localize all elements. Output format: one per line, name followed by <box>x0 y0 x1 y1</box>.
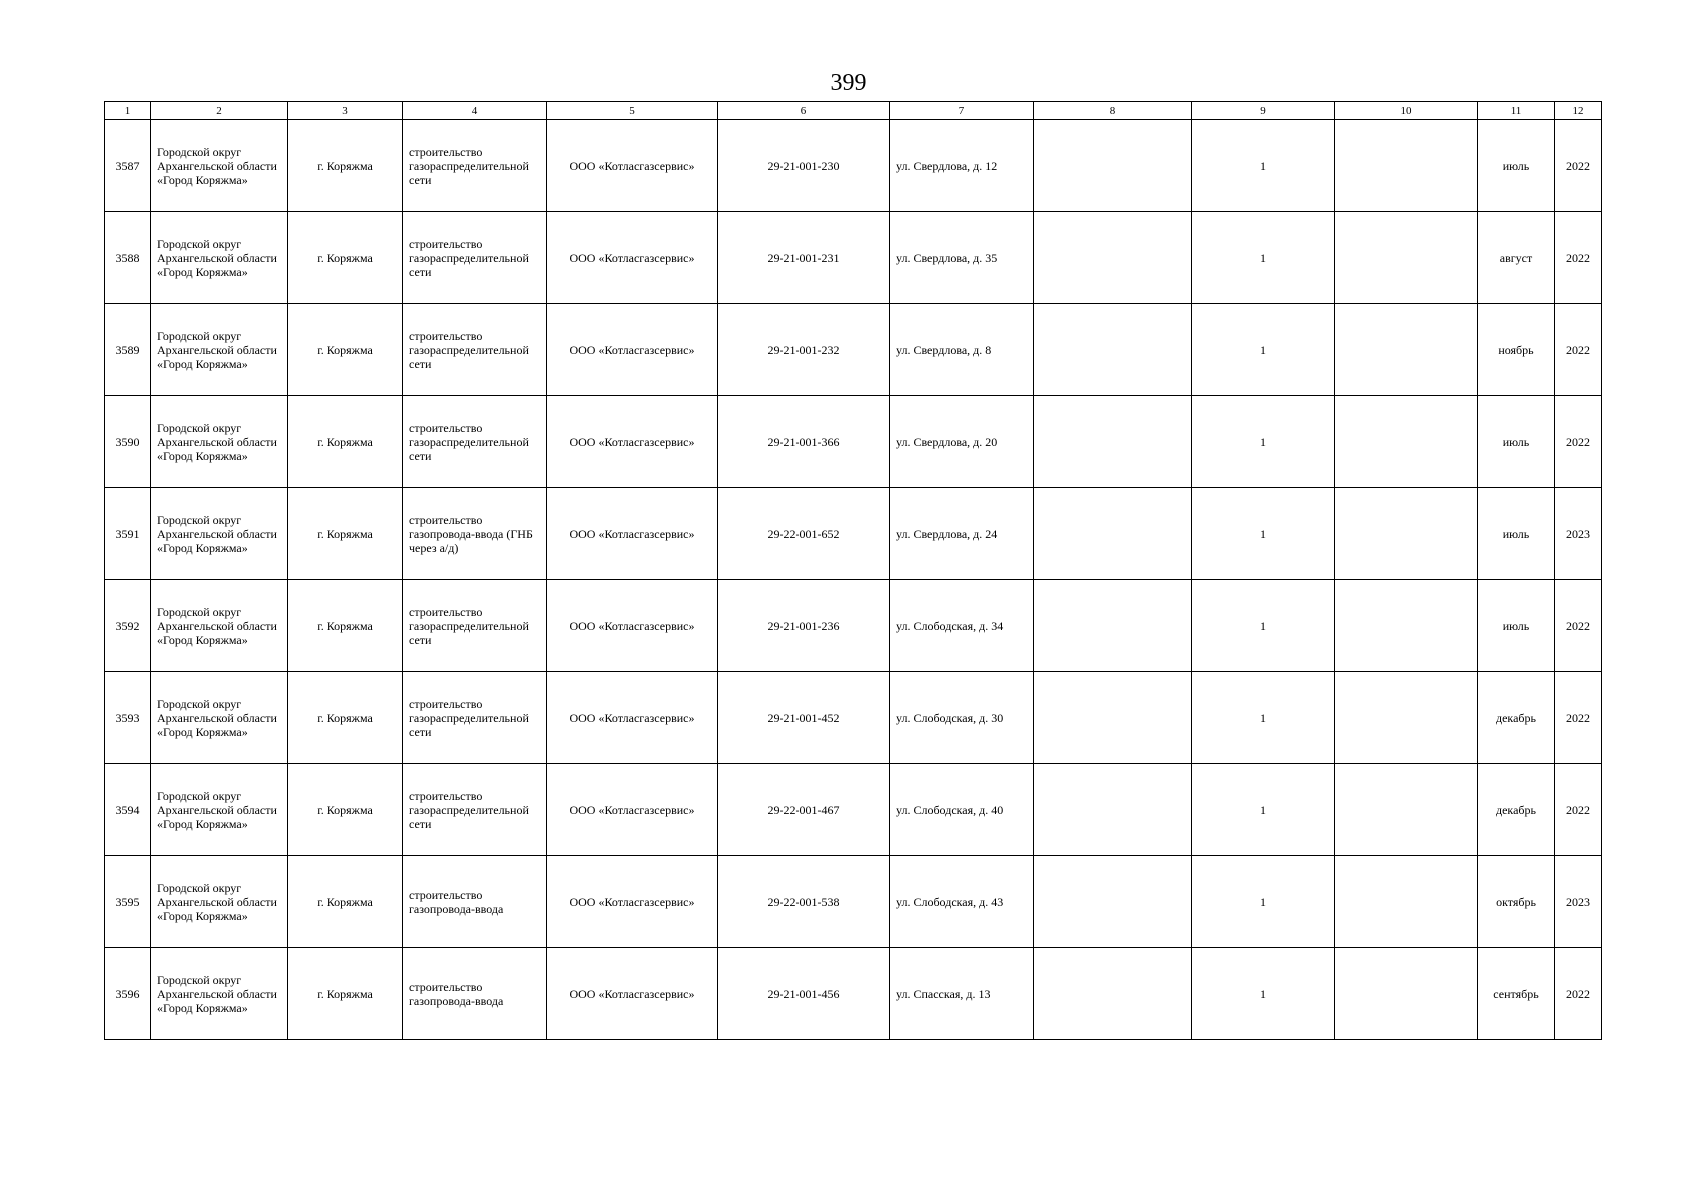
town-cell: г. Коряжма <box>288 396 403 488</box>
column-header: 12 <box>1555 102 1602 120</box>
month-cell: август <box>1478 212 1555 304</box>
address-cell: ул. Слободская, д. 30 <box>890 672 1034 764</box>
organization-cell: ООО «Котласгазсервис» <box>547 396 718 488</box>
organization-cell: ООО «Котласгазсервис» <box>547 856 718 948</box>
quantity-cell: 1 <box>1192 212 1335 304</box>
code-cell: 29-21-001-236 <box>718 580 890 672</box>
table-row <box>105 212 1602 304</box>
row-number: 3593 <box>105 672 151 764</box>
table-row <box>105 948 1602 1040</box>
month-cell: декабрь <box>1478 672 1555 764</box>
column-8-cell <box>1034 488 1192 580</box>
table-row <box>105 304 1602 396</box>
address-cell: ул. Слободская, д. 43 <box>890 856 1034 948</box>
column-10-cell <box>1335 212 1478 304</box>
table-row <box>105 580 1602 672</box>
district-cell: Городской округ Архангельской области «Город Коряжма» <box>151 304 288 396</box>
address-cell: ул. Свердлова, д. 24 <box>890 488 1034 580</box>
code-cell: 29-21-001-232 <box>718 304 890 396</box>
column-header: 3 <box>288 102 403 120</box>
address-cell: ул. Свердлова, д. 20 <box>890 396 1034 488</box>
code-cell: 29-21-001-231 <box>718 212 890 304</box>
year-cell: 2023 <box>1555 488 1602 580</box>
year-cell: 2023 <box>1555 856 1602 948</box>
organization-cell: ООО «Котласгазсервис» <box>547 580 718 672</box>
column-header: 9 <box>1192 102 1335 120</box>
code-cell: 29-22-001-652 <box>718 488 890 580</box>
district-cell: Городской округ Архангельской области «Город Коряжма» <box>151 948 288 1040</box>
code-cell: 29-22-001-538 <box>718 856 890 948</box>
month-cell: июль <box>1478 580 1555 672</box>
column-10-cell <box>1335 304 1478 396</box>
column-number-row <box>105 102 1602 120</box>
quantity-cell: 1 <box>1192 304 1335 396</box>
year-cell: 2022 <box>1555 396 1602 488</box>
work-type-cell: строительство газораспределительной сети <box>403 120 547 212</box>
row-number: 3589 <box>105 304 151 396</box>
table-row <box>105 856 1602 948</box>
quantity-cell: 1 <box>1192 580 1335 672</box>
column-8-cell <box>1034 764 1192 856</box>
district-cell: Городской округ Архангельской области «Город Коряжма» <box>151 856 288 948</box>
quantity-cell: 1 <box>1192 948 1335 1040</box>
row-number: 3590 <box>105 396 151 488</box>
address-cell: ул. Свердлова, д. 35 <box>890 212 1034 304</box>
year-cell: 2022 <box>1555 764 1602 856</box>
district-cell: Городской округ Архангельской области «Город Коряжма» <box>151 396 288 488</box>
table-header <box>105 102 1602 120</box>
row-number: 3587 <box>105 120 151 212</box>
column-header: 10 <box>1335 102 1478 120</box>
column-header: 7 <box>890 102 1034 120</box>
column-header: 11 <box>1478 102 1555 120</box>
page-number: 399 <box>830 70 867 96</box>
address-cell: ул. Слободская, д. 40 <box>890 764 1034 856</box>
town-cell: г. Коряжма <box>288 120 403 212</box>
year-cell: 2022 <box>1555 120 1602 212</box>
year-cell: 2022 <box>1555 212 1602 304</box>
quantity-cell: 1 <box>1192 764 1335 856</box>
month-cell: июль <box>1478 488 1555 580</box>
column-8-cell <box>1034 396 1192 488</box>
row-number: 3596 <box>105 948 151 1040</box>
work-type-cell: строительство газораспределительной сети <box>403 672 547 764</box>
column-10-cell <box>1335 856 1478 948</box>
table-row <box>105 764 1602 856</box>
town-cell: г. Коряжма <box>288 948 403 1040</box>
column-10-cell <box>1335 580 1478 672</box>
column-10-cell <box>1335 120 1478 212</box>
column-header: 2 <box>151 102 288 120</box>
town-cell: г. Коряжма <box>288 488 403 580</box>
work-type-cell: строительство газопровода-ввода (ГНБ через а/д) <box>403 488 547 580</box>
town-cell: г. Коряжма <box>288 212 403 304</box>
code-cell: 29-21-001-366 <box>718 396 890 488</box>
month-cell: ноябрь <box>1478 304 1555 396</box>
registry-table <box>104 101 1602 1040</box>
district-cell: Городской округ Архангельской области «Город Коряжма» <box>151 764 288 856</box>
quantity-cell: 1 <box>1192 856 1335 948</box>
address-cell: ул. Свердлова, д. 12 <box>890 120 1034 212</box>
column-8-cell <box>1034 580 1192 672</box>
row-number: 3592 <box>105 580 151 672</box>
month-cell: октябрь <box>1478 856 1555 948</box>
code-cell: 29-21-001-230 <box>718 120 890 212</box>
column-header: 6 <box>718 102 890 120</box>
organization-cell: ООО «Котласгазсервис» <box>547 212 718 304</box>
row-number: 3588 <box>105 212 151 304</box>
district-cell: Городской округ Архангельской области «Город Коряжма» <box>151 580 288 672</box>
column-10-cell <box>1335 672 1478 764</box>
town-cell: г. Коряжма <box>288 764 403 856</box>
district-cell: Городской округ Архангельской области «Город Коряжма» <box>151 488 288 580</box>
month-cell: июль <box>1478 396 1555 488</box>
column-8-cell <box>1034 948 1192 1040</box>
column-8-cell <box>1034 212 1192 304</box>
code-cell: 29-21-001-452 <box>718 672 890 764</box>
work-type-cell: строительство газораспределительной сети <box>403 396 547 488</box>
quantity-cell: 1 <box>1192 396 1335 488</box>
quantity-cell: 1 <box>1192 120 1335 212</box>
year-cell: 2022 <box>1555 580 1602 672</box>
column-header: 5 <box>547 102 718 120</box>
organization-cell: ООО «Котласгазсервис» <box>547 488 718 580</box>
work-type-cell: строительство газопровода-ввода <box>403 948 547 1040</box>
column-header: 1 <box>105 102 151 120</box>
district-cell: Городской округ Архангельской области «Город Коряжма» <box>151 672 288 764</box>
organization-cell: ООО «Котласгазсервис» <box>547 672 718 764</box>
work-type-cell: строительство газопровода-ввода <box>403 856 547 948</box>
row-number: 3595 <box>105 856 151 948</box>
address-cell: ул. Свердлова, д. 8 <box>890 304 1034 396</box>
column-8-cell <box>1034 672 1192 764</box>
district-cell: Городской округ Архангельской области «Город Коряжма» <box>151 120 288 212</box>
organization-cell: ООО «Котласгазсервис» <box>547 764 718 856</box>
row-number: 3594 <box>105 764 151 856</box>
year-cell: 2022 <box>1555 948 1602 1040</box>
column-10-cell <box>1335 764 1478 856</box>
table-row <box>105 672 1602 764</box>
year-cell: 2022 <box>1555 672 1602 764</box>
column-8-cell <box>1034 304 1192 396</box>
work-type-cell: строительство газораспределительной сети <box>403 212 547 304</box>
code-cell: 29-21-001-456 <box>718 948 890 1040</box>
address-cell: ул. Спасская, д. 13 <box>890 948 1034 1040</box>
organization-cell: ООО «Котласгазсервис» <box>547 120 718 212</box>
table-row <box>105 488 1602 580</box>
district-cell: Городской округ Архангельской области «Город Коряжма» <box>151 212 288 304</box>
quantity-cell: 1 <box>1192 672 1335 764</box>
month-cell: июль <box>1478 120 1555 212</box>
table-body <box>105 120 1602 1040</box>
table-row <box>105 396 1602 488</box>
month-cell: декабрь <box>1478 764 1555 856</box>
address-cell: ул. Слободская, д. 34 <box>890 580 1034 672</box>
column-8-cell <box>1034 856 1192 948</box>
column-10-cell <box>1335 396 1478 488</box>
work-type-cell: строительство газораспределительной сети <box>403 580 547 672</box>
town-cell: г. Коряжма <box>288 856 403 948</box>
column-10-cell <box>1335 488 1478 580</box>
table-row <box>105 120 1602 212</box>
month-cell: сентябрь <box>1478 948 1555 1040</box>
column-8-cell <box>1034 120 1192 212</box>
work-type-cell: строительство газораспределительной сети <box>403 304 547 396</box>
column-header: 8 <box>1034 102 1192 120</box>
code-cell: 29-22-001-467 <box>718 764 890 856</box>
organization-cell: ООО «Котласгазсервис» <box>547 948 718 1040</box>
column-10-cell <box>1335 948 1478 1040</box>
quantity-cell: 1 <box>1192 488 1335 580</box>
work-type-cell: строительство газораспределительной сети <box>403 764 547 856</box>
year-cell: 2022 <box>1555 304 1602 396</box>
town-cell: г. Коряжма <box>288 304 403 396</box>
organization-cell: ООО «Котласгазсервис» <box>547 304 718 396</box>
town-cell: г. Коряжма <box>288 672 403 764</box>
row-number: 3591 <box>105 488 151 580</box>
town-cell: г. Коряжма <box>288 580 403 672</box>
column-header: 4 <box>403 102 547 120</box>
